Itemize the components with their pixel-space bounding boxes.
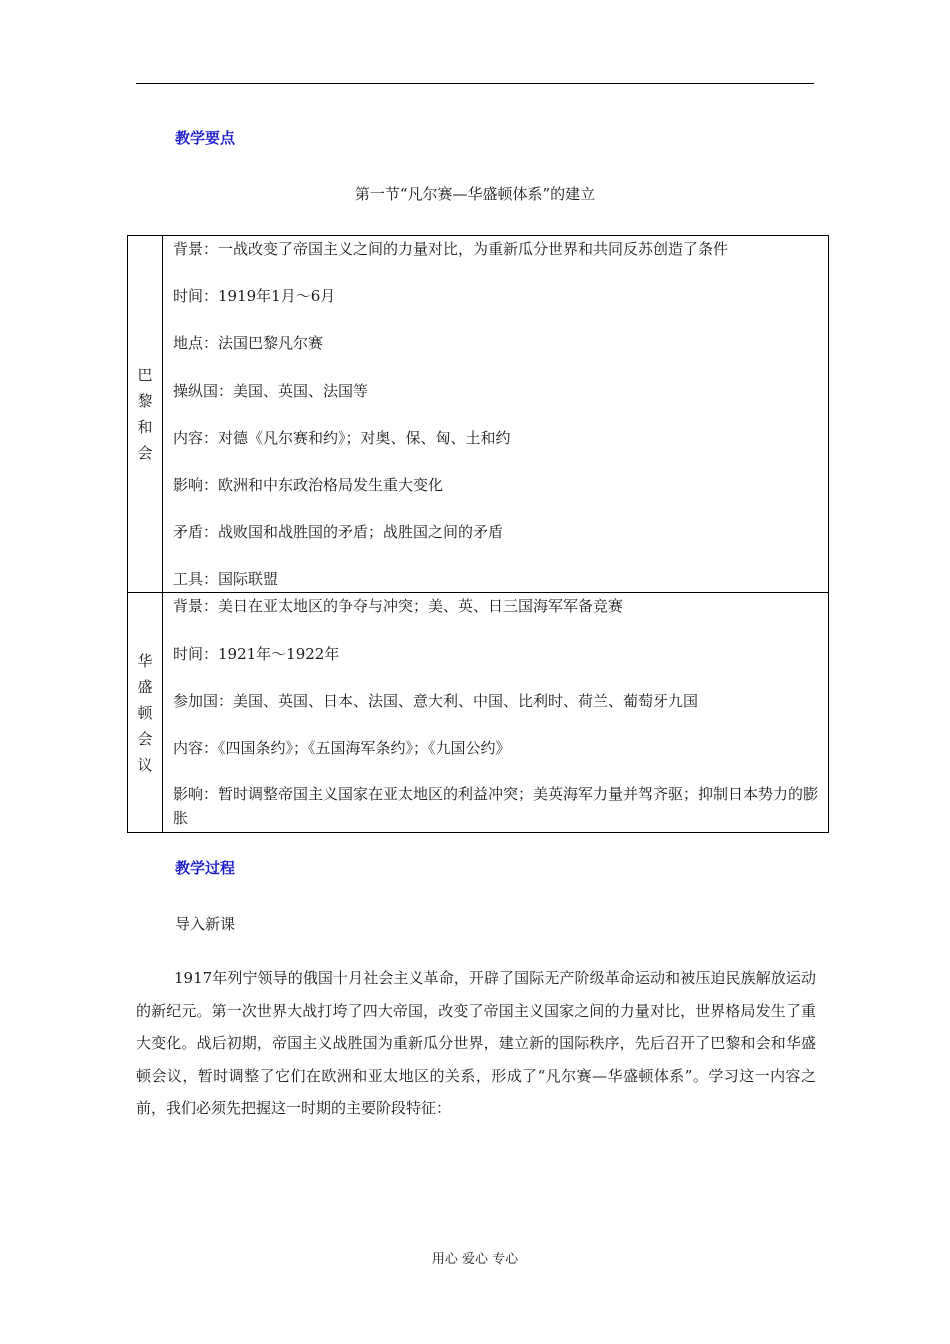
paris-location: 地点：法国巴黎凡尔赛	[173, 334, 324, 353]
paris-impact: 影响：欧洲和中东政治格局发生重大变化	[173, 475, 444, 494]
table-row-washington	[128, 593, 829, 833]
header-rule	[136, 83, 814, 84]
row-label-cell	[128, 593, 163, 833]
intro-label: 导入新课	[175, 915, 236, 933]
page-footer: 用心 爱心 专心	[431, 1252, 519, 1267]
paris-controlling-states: 操纵国：美国、英国、法国等	[173, 381, 369, 400]
table-row-paris	[128, 236, 829, 593]
row-content-paris	[163, 236, 829, 593]
body-paragraph: 1917年列宁领导的俄国十月社会主义革命，开辟了国际无产阶级革命运动和被压迫民族解放运动的新纪元。第一次世界大战打垮了四大帝国，改变了帝国主义国家之间的力量对比，世界格局发生了重大变化。战后初期，帝国主义战胜国为重新瓜分世界，建立新的国际秩序，先后召开了巴黎和会和华盛顿会议，暂时调整了它们在欧洲和亚太地区的关系，形成了“凡尔赛—华盛顿体系”。学习这一内容之前，我们必须先把握这一时期的主要阶段特征：	[136, 969, 816, 1117]
washington-content: 内容：《四国条约》；《五国海军条约》；《九国公约》	[173, 738, 511, 757]
paris-background: 背景：一战改变了帝国主义之间的力量对比，为重新瓜分世界和共同反苏创造了条件	[173, 240, 729, 258]
paris-time: 时间：1919年1月～6月	[173, 287, 336, 306]
paris-contradictions: 矛盾：战败国和战胜国的矛盾；战胜国之间的矛盾	[173, 523, 504, 542]
teaching-process-heading: 教学过程	[175, 859, 236, 877]
teaching-points-heading: 教学要点	[175, 129, 236, 147]
washington-participants: 参加国：美国、英国、日本、法国、意大利、中国、比利时、荷兰、葡萄牙九国	[173, 691, 699, 710]
summary-table	[127, 235, 829, 833]
row-label-washington: 华盛顿会议	[137, 651, 153, 774]
section-subtitle: 第一节“凡尔赛—华盛顿体系”的建立	[354, 185, 596, 203]
row-label-paris: 巴黎和会	[137, 366, 153, 463]
row-label-cell	[128, 236, 163, 593]
paris-content: 内容：对德《凡尔赛和约》；对奥、保、匈、土和约	[173, 428, 511, 447]
washington-impact: 影响：暂时调整帝国主义国家在亚太地区的利益冲突；美英海军力量并驾齐驱；抑制日本势力的膨胀	[173, 785, 819, 828]
row-content-washington	[163, 593, 829, 833]
paris-tool: 工具：国际联盟	[173, 570, 279, 589]
washington-background: 背景：美日在亚太地区的争夺与冲突；美、英、日三国海军军备竞赛	[173, 597, 624, 616]
washington-time: 时间：1921年～1922年	[173, 644, 340, 663]
